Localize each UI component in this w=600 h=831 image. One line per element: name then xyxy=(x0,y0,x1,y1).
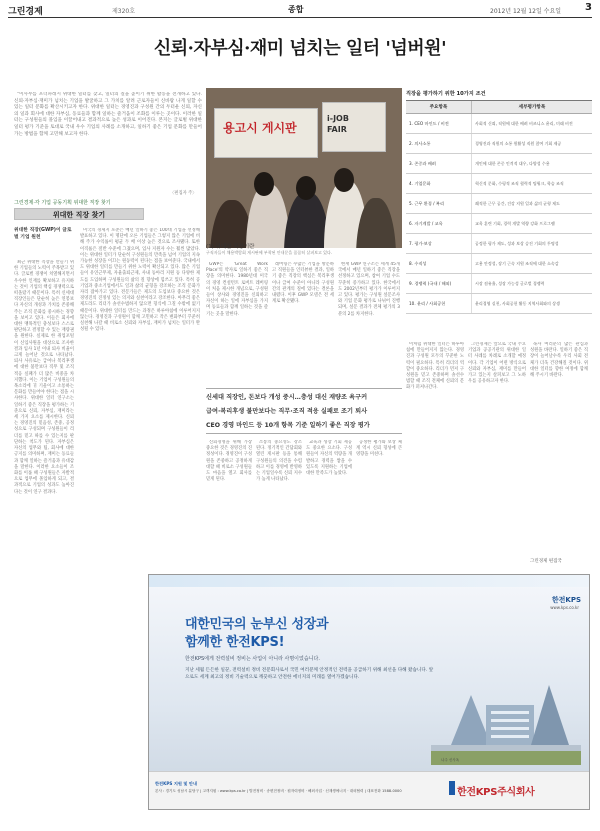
table-row xyxy=(406,134,592,154)
table-cell-item: 4. 기업문화 xyxy=(406,174,472,193)
table-cell-item: 10. 윤리 / 사회공헌 xyxy=(406,294,472,313)
table-cell-detail: 윤리경영 실천, 사회공헌 활동 지역사회와의 상생 xyxy=(475,300,560,306)
table-cell-item: 5. 근무 환경 / 복리 xyxy=(406,194,472,213)
table-cell-item: 9. 경쟁력 (국내 / 해외) xyxy=(406,274,472,293)
table-cell-detail: 경영진과 직원의 소통 원활성 직원 참여 기회 제공 xyxy=(475,140,562,146)
table-row xyxy=(406,194,592,214)
issue-date: 2012년 12월 12일 수요일 xyxy=(490,8,562,15)
fair-sign: i-JOB FAIR xyxy=(322,102,386,152)
job-fair-photo xyxy=(206,88,402,248)
ad-headline: 함께한 한전KPS! xyxy=(185,635,285,650)
table-cell-item: 8. 수직성 xyxy=(406,254,472,273)
section-kicker: 그린경제·각 기업 공동기획 위대한 직장 찾기 xyxy=(14,200,111,206)
ad-headline: 대한민국의 눈부신 성장과 xyxy=(185,617,329,632)
table-row xyxy=(406,154,592,174)
ad-tagline: 한전KPS에게 전력설비 정비는 사업이 아니라 사명이었습니다. xyxy=(185,656,320,662)
issue-number: 제320호 xyxy=(112,8,136,15)
body-column: 소통의 중요성도 강조된다. 정기적인 간담회와 열린 게시판 등을 통해 구성원들의 의견을 수렴하고 이를 경영에 반영하는 기업일수록 신뢰 지수가 높게 나타났다. xyxy=(256,440,302,483)
sub-headline: 위대한 직장(GWP)이 글로벌 기업 원천 xyxy=(14,228,72,240)
body-column: 레버링은 수많은 기업을 방문하고 직원들을 인터뷰한 결과, 일하기 좋은 직장의 핵심은 복리후생이나 급여 수준이 아니라 구성원 간의 관계의 질에 있다는 결론을 내렸다. 이후 GWP 모델은 전 세계로 확산됐다. xyxy=(272,262,334,305)
series-subtitle: (1) 위대한 직장이란 xyxy=(206,244,255,250)
deck-line: CEO 경영 마인드 등 10개 항목 기준 일하기 좋은 직장 평가 xyxy=(206,422,370,429)
table-header-row xyxy=(406,100,592,114)
table-row xyxy=(406,274,592,294)
table-header-cell: 주요항목 xyxy=(406,101,472,113)
table-cell-item: 3. 존중과 배려 xyxy=(406,154,472,173)
table-cell-detail: 교육 훈련 기회, 경력 개발 역량 강화 프로그램 xyxy=(475,220,555,226)
table-cell-item: 2. 의사소통 xyxy=(406,134,472,153)
series-banner: 위대한 직장 찾기 xyxy=(14,208,144,220)
kps-logo: 한전KPS주식회사 xyxy=(457,787,535,798)
body-column: 최근 위대한 직장을 만들기 위한 기업들의 노력이 주목받고 있다. 글로벌 경쟁이 치열해지면서 우수한 인재를 확보하고 유지하는 것이 기업의 핵심 경쟁력으로 떠올랐기 때문이다. 특히 신세대 직장인들은 단순히 높은 연봉보다 자신의 개성과 가치를 존중해 주는 조직 문화를 중시하는 경향을 보이고 있다. 이들은 회사에 대한 맹목적인 충성보다 스스로 판단하고 결정할 수 있는 재량권을 원한다. 실제로 한 취업포털이 신입사원을 대상으로 조사한 결과 입사 1년 이내 퇴사 비율이 크게 늘어난 것으로 나타났다. 퇴사 사유로는 급여나 복리후생에 대한 불만보다 직무 및 조직 적응 실패가 더 많은 비중을 차지했다. 이는 기업이 구성원들의 목소리에 귀 기울이고 소통하는 문화를 만들어야 한다는 점을 시사한다. 위대한 일터 연구소는 일하기 좋은 직장을 평가하는 기준으로 신뢰, 자부심, 재미라는 세 가지 요소를 제시한다. 신뢰는 경영진의 믿음성, 존중, 공정성으로 구성되며 구성원들이 리더를 믿고 따를 수 있는지를 판단하는 척도가 된다. 자부심은 자신의 업무와 팀, 회사에 대한 긍지를 의미하며, 재미는 동료들과 함께 일하는 즐거움과 유대감을 말한다. 이러한 요소들이 조화를 이룰 때 구성원들은 자발적으로 업무에 몰입하게 되고, 결과적으로 기업의 성과도 높아진다는 것이 연구 결과다. xyxy=(14,260,74,495)
body-column: 미국의 경제지 포춘은 매년 일하기 좋은 100대 기업을 선정해 발표하고 있다. 이 명단에 오른 기업들은 그렇지 않은 기업에 비해 주가 수익률이 평균 두 배 이상 높은 것으로 조사됐다. 또한 이직률은 절반 수준에 그쳤으며, 입사 지원자 수는 훨씬 많았다. 이는 위대한 일터가 단순히 구성원들의 만족을 넘어 기업의 지속 가능한 성장을 이끄는 원동력이 된다는 점을 보여준다. 국내에서도 위대한 일터를 만들기 위한 노력이 확산되고 있다. 많은 기업들이 유연근무제, 자율출퇴근제, 사내 동아리 지원 등 다양한 제도를 도입하며 구성원들의 삶의 질 향상에 힘쓰고 있다. 특히 공기업과 중소기업에서도 일과 삶의 균형을 강조하는 조직 문화가 자리 잡아가고 있다. 전문가들은 제도의 도입보다 중요한 것은 경영진의 진정성 있는 의지와 실천이라고 강조한다. 아무리 좋은 제도라도 리더가 솔선수범하지 않으면 형식에 그칠 수밖에 없기 때문이다. 위대한 일터를 만드는 과정은 하루아침에 이루어지지 않는다. 경영진과 구성원이 함께 고민하고 작은 변화부터 꾸준히 실천해 나갈 때 비로소 신뢰와 자부심, 재미가 넘치는 일터가 완성될 수 있다. xyxy=(80,228,200,333)
table-row xyxy=(406,214,592,234)
building-label: 나주 신사옥 xyxy=(441,758,460,762)
body-column: GWP는 'Great Work Place'의 약자로 일하기 좋은 직장을 의미한다. 1980년대 미국의 경영 컨설턴트 로버트 레버링이 처음 제시한 개념으로, 구성원들이 상사와 경영진을 신뢰하고 자신이 하는 일에 자부심을 가지며 동료들과 함께 일하는 것을 즐기는 곳을 말한다. xyxy=(206,262,268,317)
ad-body-text: 지난 세월 든든한 일꾼, 전력설비 정비 전문회사로서 국민 여러분께 안정적인 전력을 공급하기 위해 최선을 다해 왔습니다. 앞으로도 세계 최고의 정비 기술력으로 깨끗하고 안전한 에너지의 미래를 열어가겠습니다. xyxy=(185,668,434,680)
article-deck xyxy=(206,388,402,434)
deck-line: 신세대 직장인, 돈보다 개성 중시…충성 대신 재량조 욕구커 xyxy=(206,394,368,401)
lede-paragraph: "이사무를 포더파레시 위대한 일터를 찾고, 일터의 질을 높이기 위한 활동을 전개하고 있다. 신뢰·자부심·재미가 넘치는 기업을 발굴하고 그 가치를 알려 근로자들이 신바람 나게 일할 수 있는 일터 문화를 확산시키고자 한다. 위대한 일터는 경영진과 구성원 간의 두터운 신뢰, 자신의 일과 회사에 대한 자부심, 동료들과 함께 일하는 즐거움이 조화를 이루는 곳이다. 이러한 일터는 구성원들의 몰입을 이끌어내고 결과적으로 높은 성과로 이어진다. 본지는 글로벌 위대한 일터 평가 기준을 토대로 국내 우수 기업의 사례를 소개하고, 일하기 좋은 기업 문화를 만들어가는 방법을 함께 고민해 보고자 한다. xyxy=(14,92,202,137)
headquarters-building-illustration xyxy=(431,675,581,765)
table-cell-detail: 쾌적한 근무 공간, 건강 지원 일과 삶의 균형 제도 xyxy=(475,200,560,206)
paper-name: 그린경제 xyxy=(8,7,43,17)
body-column: 공정한 평가와 보상 체계 역시 신뢰 형성에 큰 영향을 미친다. xyxy=(356,440,402,458)
editor-note: 〈편집자 주〉 xyxy=(170,191,197,196)
ad-contact-title: 한전KPS 지원 및 안내 xyxy=(155,781,198,786)
body-column: 그린경제는 앞으로 국내 주요 기업과 공공기관의 위대한 일터 사례를 차례로 소개할 예정이다. 각 기업이 어떤 방식으로 신뢰와 자부심, 재미를 만들어가고 있는지 살펴보고 그 노하우를 공유하고자 한다. xyxy=(468,342,526,385)
ad-top-bar xyxy=(149,575,589,587)
table-cell-item: 7. 평가·보상 xyxy=(406,234,472,253)
table-cell-detail: 혁신적 문화, 수평적 조직 협력적 팀워크, 학습 조직 xyxy=(475,180,564,186)
table-cell-item: 1. CEO 마인드 / 비전 xyxy=(406,114,472,133)
table-cell-item: 6. 자기계발 / 교육 xyxy=(406,214,472,233)
table-title: 직장을 평가하기 위한 10가지 조건 xyxy=(406,91,486,97)
deck-line: 급여·복리후생 불만보다는 직무·조직 적응 실패로 조기 퇴사 xyxy=(206,408,368,415)
table-row xyxy=(406,294,592,314)
photo-caption: 구직자들이 채용박람회 게시판에 부착된 안내문을 꼼꼼히 살펴보고 있다. xyxy=(206,250,333,255)
author-credit: 그린경제 편집국 xyxy=(530,559,562,564)
body-column: 이처럼 위대한 일터는 하루아침에 만들어지지 않는다. 경영진과 구성원 모두의 꾸준한 노력이 필요하다. 특히 리더의 역할이 중요하다. 리더가 먼저 구성원을 믿고 존중하며 솔선수범할 때 조직 전체에 신뢰의 문화가 퍼져나간다. xyxy=(406,342,464,391)
table-cell-detail: 고용 안정성, 장기 근속 지원 조직에 대한 소속감 xyxy=(475,260,559,266)
conditions-table xyxy=(406,88,592,314)
ad-url[interactable]: www.kps.co.kr xyxy=(550,605,579,610)
body-column: 독자 여러분의 많은 관심과 성원을 바란다. 일하기 좋은 직장이 늘어날수록 우리 사회 전체가 더욱 건강해질 것이다. 위대한 일터를 향한 여정에 함께해 주시기 바란다. xyxy=(530,342,588,379)
body-column: 현재 GWP 연구소는 세계 45개국에서 매년 일하기 좋은 직장을 선정하고 있으며, 참여 기업 수도 꾸준히 증가하고 있다. 한국에서도 2002년부터 평가가 이루어지고 있다. 평가는 구성원 설문조사와 기업 문화 평가로 나뉘어 진행되며, 설문 결과가 전체 평가의 3분의 2를 차지한다. xyxy=(338,262,400,317)
table-row xyxy=(406,174,592,194)
kps-advertisement[interactable] xyxy=(148,574,590,810)
ad-contact: 본사 : 경기도 성남시 분당구 | 고객지원 : www.kps.co.kr | 발전정비 · 송변전정비 · 원자력정비 · 해외사업 · 신재생에너지 · 대외협력 | 대표전화 1588-0000 xyxy=(155,789,402,793)
table-body xyxy=(406,100,592,314)
body-column: 교육과 성장 기회 제공도 중요한 요소다. 구성원들이 자신의 역량을 개발하고 경력을 쌓을 수 있도록 지원하는 기업에 대한 만족도가 높았다. xyxy=(306,440,352,477)
page-headline: 신뢰·자부심·재미 넘치는 일터 '넘버원' xyxy=(153,38,447,59)
table-header-cell: 세부평가항목 xyxy=(518,105,546,110)
ad-brand-mark: 한전KPS xyxy=(551,596,581,604)
page-number: 3 xyxy=(585,2,592,13)
section-label: 종합 xyxy=(288,5,304,14)
table-cell-detail: 사회적 신뢰, 직원에 대한 배려 비즈니스 윤리, 미래 비전 xyxy=(475,120,573,126)
masthead xyxy=(8,4,592,18)
table-cell-detail: 시장 점유율, 성장 가능성 글로벌 경쟁력 xyxy=(475,280,545,286)
table-row xyxy=(406,114,592,134)
board-sign: 용고시 게시판 xyxy=(214,108,318,158)
table-row xyxy=(406,254,592,274)
table-cell-detail: 개인에 대한 존중 인격적 대우, 다양성 수용 xyxy=(475,160,550,166)
kps-logo-icon xyxy=(449,781,455,795)
table-cell-detail: 공정한 평가 제도, 성과 보상 승진 기회의 투명성 xyxy=(475,240,559,246)
body-column: 신뢰경영을 위해 가장 중요한 것은 경영진의 진정성이다. 경영진이 구성원을 존중하고 공정하게 대할 때 비로소 구성원들도 마음을 열고 회사를 믿게 된다. xyxy=(206,440,252,483)
